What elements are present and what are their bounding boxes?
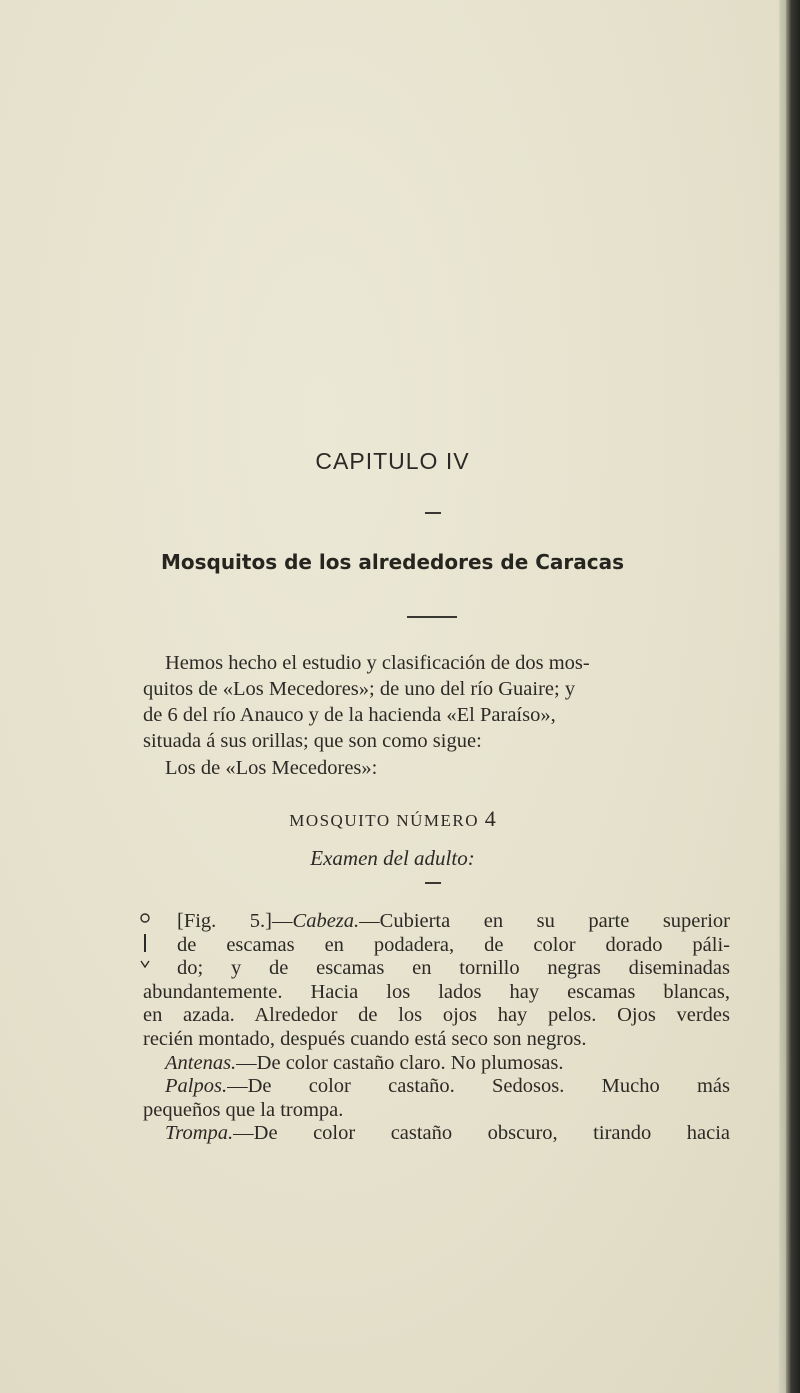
palpos-label: Palpos. bbox=[165, 1075, 228, 1098]
description-line: abundantemente. Hacia los lados hay escamas blancas, bbox=[143, 980, 730, 1003]
chapter-heading: CAPITULO IV bbox=[315, 448, 470, 474]
intro-line: de 6 del río Anauco y de la hacienda «El Paraíso», bbox=[143, 704, 556, 726]
intro-line: Hemos hecho el estudio y clasificación de dos mos- bbox=[165, 652, 590, 674]
mosquito-number-label: MOSQUITO NÚMERO bbox=[289, 811, 480, 830]
description-line: de escamas en podadera, de color dorado páli- bbox=[177, 933, 730, 956]
divider-dash bbox=[425, 882, 441, 884]
palpos-continuation: pequeños que la trompa. bbox=[143, 1098, 344, 1121]
palpos-line bbox=[143, 1075, 730, 1099]
antenas-line bbox=[143, 1052, 730, 1076]
mosquito-number-value: 4 bbox=[484, 806, 496, 831]
trompa-label: Trompa. bbox=[165, 1122, 234, 1145]
intro-paragraph bbox=[143, 650, 730, 754]
cabeza-label: Cabeza. bbox=[292, 910, 360, 932]
palpos-text: —De color castaño. Sedosos. Mucho más bbox=[227, 1075, 730, 1098]
cabeza-text: —Cubierta en su parte superior bbox=[359, 910, 731, 932]
description-line: en azada. Alrededor de los ojos hay pelos. Ojos verdes bbox=[143, 1004, 730, 1027]
description-line: do; y de escamas en tornillo negras diseminadas bbox=[177, 957, 730, 980]
description-block bbox=[143, 910, 730, 1146]
intro-line: situada á sus orillas; que son como sigue: bbox=[143, 730, 482, 752]
intro-line: quitos de «Los Mecedores»; de uno del río Guaire; y bbox=[143, 678, 576, 700]
examen-heading: Examen del adulto: bbox=[310, 846, 475, 870]
title-rule bbox=[407, 616, 457, 618]
fig-reference: [Fig. 5.]— bbox=[177, 910, 293, 932]
antenas-label: Antenas. bbox=[165, 1051, 237, 1074]
description-line bbox=[143, 910, 730, 934]
antenas-text: —De color castaño claro. No plumosas. bbox=[236, 1051, 564, 1074]
divider-dash bbox=[425, 512, 441, 514]
chapter-title: Mosquitos de los alrededores de Caracas bbox=[160, 550, 625, 574]
mosquito-number-heading bbox=[0, 806, 785, 832]
trompa-text: —De color castaño obscuro, tirando hacia bbox=[233, 1122, 730, 1145]
trompa-line bbox=[143, 1122, 730, 1146]
section-intro: Los de «Los Mecedores»: bbox=[165, 757, 378, 779]
page-edge-highlight bbox=[780, 0, 786, 1393]
description-line: recién montado, después cuando está seco son negros. bbox=[143, 1027, 587, 1050]
